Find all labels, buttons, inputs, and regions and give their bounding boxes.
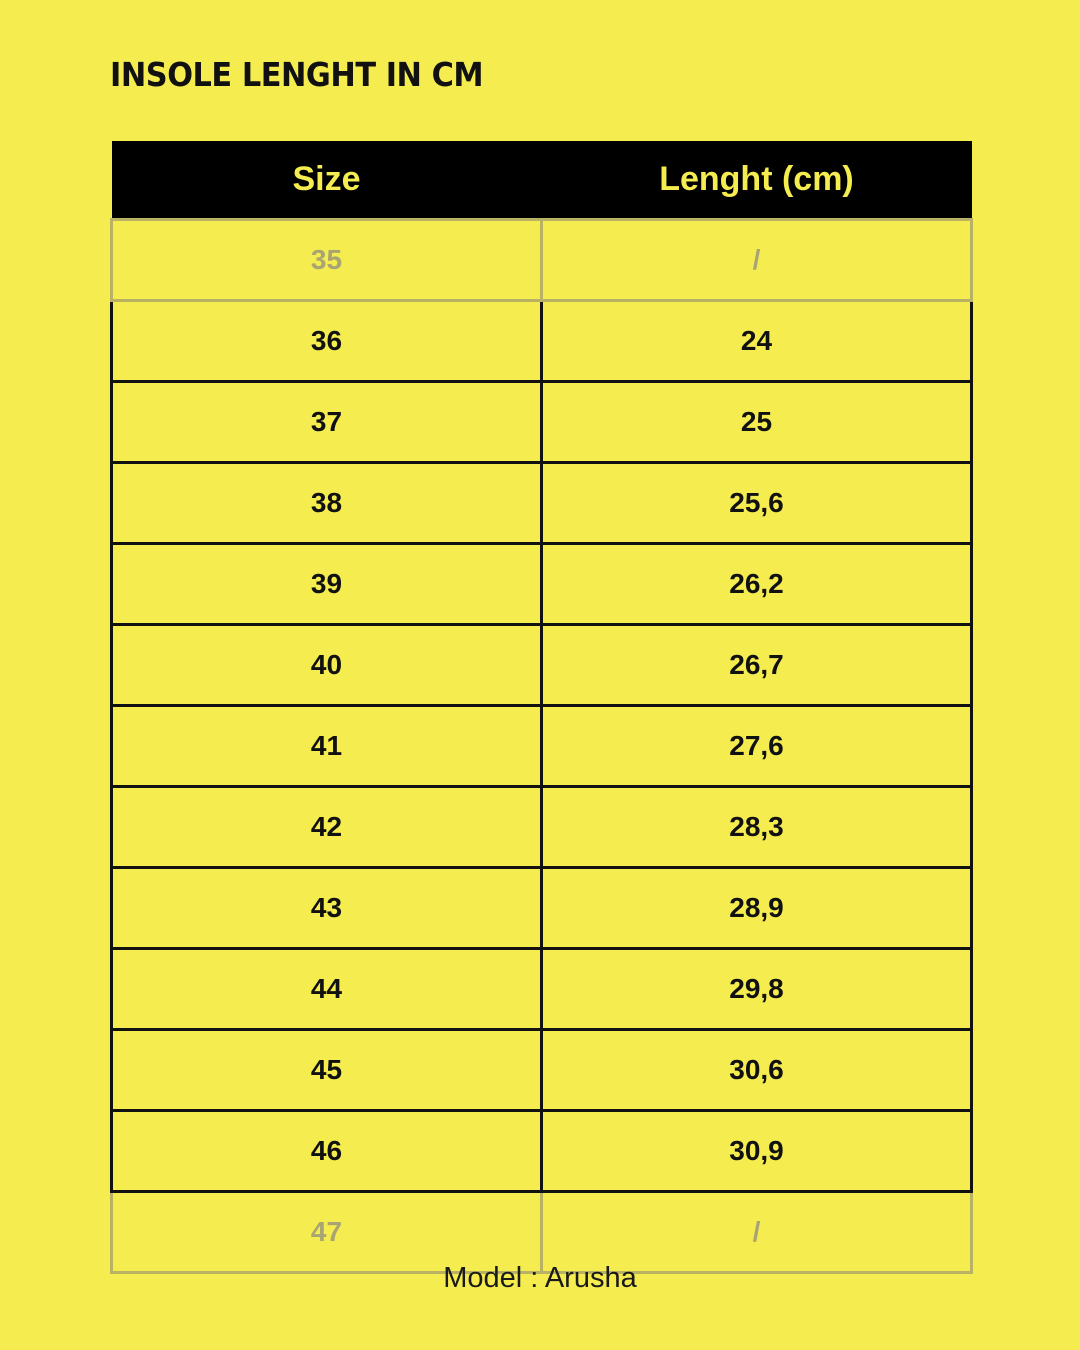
cell-length: 28,3: [542, 787, 972, 868]
model-note: Model : Arusha: [443, 1262, 637, 1294]
table-row: [112, 382, 972, 463]
cell-length: 30,6: [542, 1030, 972, 1111]
cell-length: 29,8: [542, 949, 972, 1030]
table-row: [112, 1030, 972, 1111]
table-row: [112, 301, 972, 382]
table-row: [112, 544, 972, 625]
cell-size: 47: [112, 1192, 542, 1273]
table-header: [112, 141, 972, 220]
page-title: INSOLE LENGHT IN CM: [110, 55, 484, 94]
size-table: [110, 141, 973, 1274]
cell-size: 40: [112, 625, 542, 706]
cell-length: 30,9: [542, 1111, 972, 1192]
table-header-row: [112, 141, 972, 220]
table-body: [112, 220, 972, 1273]
cell-length: /: [542, 1192, 972, 1273]
table-row: [112, 1111, 972, 1192]
cell-size: 39: [112, 544, 542, 625]
cell-size: 46: [112, 1111, 542, 1192]
column-header-length: Lenght (cm): [542, 141, 972, 220]
cell-length: /: [542, 220, 972, 301]
cell-length: 27,6: [542, 706, 972, 787]
cell-length: 25,6: [542, 463, 972, 544]
cell-size: 38: [112, 463, 542, 544]
cell-size: 37: [112, 382, 542, 463]
table-row: [112, 706, 972, 787]
cell-size: 35: [112, 220, 542, 301]
cell-length: 26,7: [542, 625, 972, 706]
cell-length: 28,9: [542, 868, 972, 949]
cell-size: 42: [112, 787, 542, 868]
cell-length: 24: [542, 301, 972, 382]
table-row: [112, 949, 972, 1030]
cell-size: 36: [112, 301, 542, 382]
table-row: [112, 220, 972, 301]
table-row: [112, 1192, 972, 1273]
cell-size: 45: [112, 1030, 542, 1111]
table-row: [112, 625, 972, 706]
cell-size: 43: [112, 868, 542, 949]
size-table-container: [110, 141, 970, 1274]
cell-length: 25: [542, 382, 972, 463]
column-header-size: Size: [112, 141, 542, 220]
table-row: [112, 868, 972, 949]
cell-size: 44: [112, 949, 542, 1030]
table-row: [112, 787, 972, 868]
table-row: [112, 463, 972, 544]
cell-length: 26,2: [542, 544, 972, 625]
cell-size: 41: [112, 706, 542, 787]
